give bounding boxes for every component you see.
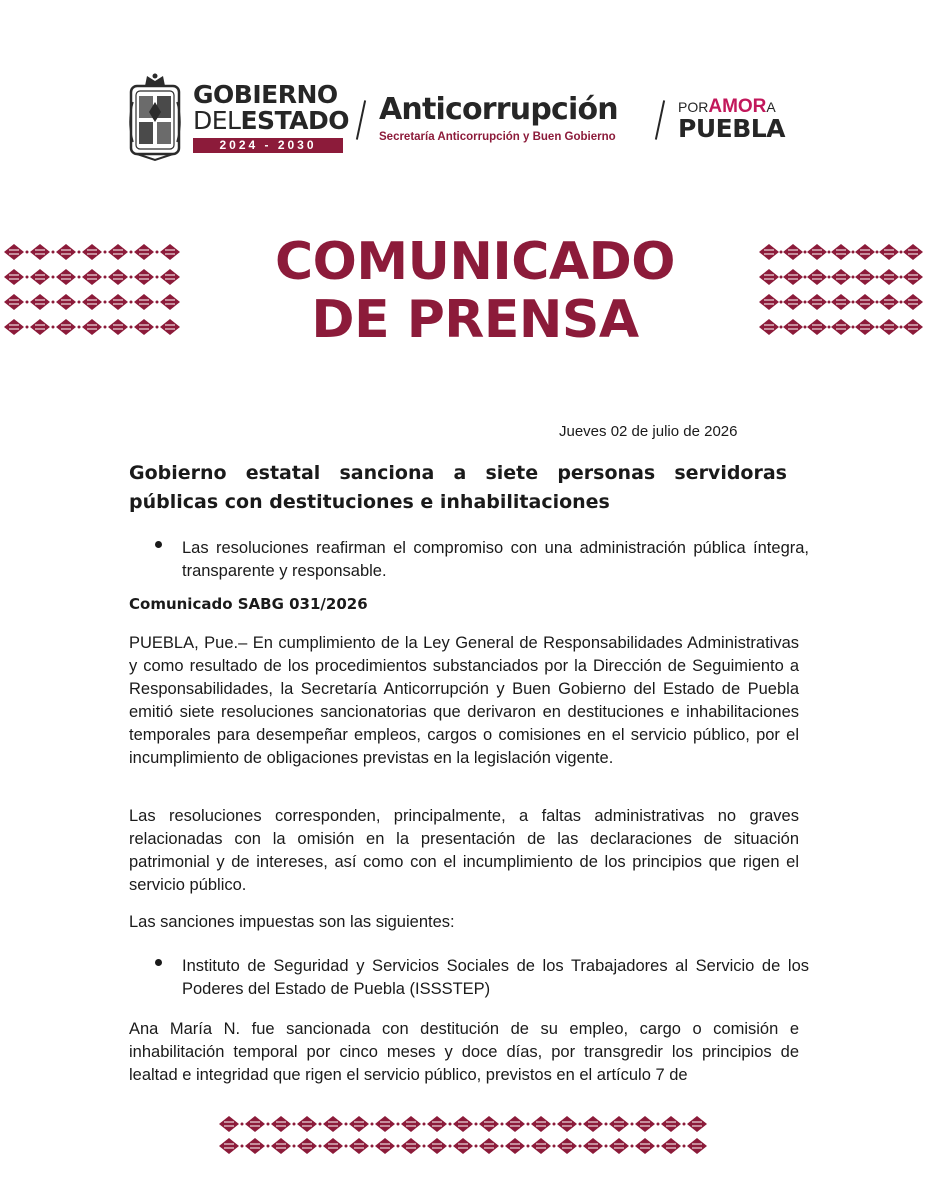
pattern-motif-icon [271,1116,291,1132]
pattern-dot-icon [876,301,879,304]
pattern-dot-icon [631,1123,634,1126]
pattern-motif-icon [783,244,803,260]
amor-logo-por: POR [678,99,709,115]
pattern-motif-icon [82,244,102,260]
pattern-motif-icon [759,319,779,335]
logo-divider [356,100,366,140]
pattern-dot-icon [828,251,831,254]
pattern-motif-icon [82,294,102,310]
gobierno-logo-line1: GOBIERNO [193,80,338,109]
decorative-pattern-bottom [216,1112,716,1158]
institution-bullet [129,955,809,1001]
amor-logo-amor: AMOR [708,96,767,117]
pattern-motif-icon [30,319,50,335]
pattern-dot-icon [804,326,807,329]
paragraph-2: Las resoluciones corresponden, principalmente, a faltas administrativas no graves relacionadas con la omisión en la presentación de las declaraciones de situación patrimonial y de intereses, así como con el incumplimiento de los principios que rigen el servicio público. [129,807,799,894]
gobierno-logo-line2 [193,106,350,135]
pattern-motif-icon [609,1138,629,1154]
pattern-dot-icon [26,276,29,279]
pattern-dot-icon [828,276,831,279]
pattern-dot-icon [579,1123,582,1126]
pattern-dot-icon [241,1145,244,1148]
pattern-motif-icon [687,1138,707,1154]
pattern-motif-icon [401,1138,421,1154]
pattern-motif-icon [108,294,128,310]
pattern-dot-icon [852,301,855,304]
pattern-motif-icon [56,319,76,335]
pattern-dot-icon [78,301,81,304]
pattern-motif-icon [557,1116,577,1132]
pattern-dot-icon [130,326,133,329]
pattern-motif-icon [531,1138,551,1154]
pattern-dot-icon [852,326,855,329]
pattern-motif-icon [219,1116,239,1132]
pattern-motif-icon [759,294,779,310]
pattern-motif-icon [903,319,923,335]
pattern-motif-icon [855,294,875,310]
pattern-dot-icon [423,1123,426,1126]
decorative-pattern-right [757,238,927,342]
pattern-motif-icon [479,1138,499,1154]
gobierno-logo-estado: ESTADO [240,106,350,135]
summary-bullet-text: Las resoluciones reafirman el compromiso con una administración pública íntegra, transparente y responsable. [182,539,809,580]
pattern-dot-icon [900,326,903,329]
pattern-motif-icon [453,1138,473,1154]
pattern-dot-icon [876,251,879,254]
por-amor-a-puebla-logo [678,98,808,142]
pattern-motif-icon [56,244,76,260]
pattern-motif-icon [531,1116,551,1132]
pattern-dot-icon [26,301,29,304]
pattern-dot-icon [104,251,107,254]
pattern-motif-icon [557,1138,577,1154]
pattern-dot-icon [52,251,55,254]
pattern-dot-icon [780,251,783,254]
pattern-dot-icon [804,276,807,279]
pattern-motif-icon [855,319,875,335]
summary-bullet [129,537,809,583]
pattern-motif-icon [82,269,102,285]
pattern-dot-icon [371,1123,374,1126]
pattern-dot-icon [293,1123,296,1126]
pattern-dot-icon [780,326,783,329]
pattern-dot-icon [345,1145,348,1148]
pattern-dot-icon [683,1145,686,1148]
pattern-motif-icon [297,1138,317,1154]
pattern-motif-icon [245,1138,265,1154]
pattern-motif-icon [30,269,50,285]
gobierno-logo-del: DEL [193,106,241,135]
pattern-dot-icon [683,1123,686,1126]
pattern-motif-icon [855,269,875,285]
pattern-dot-icon [475,1123,478,1126]
pattern-dot-icon [78,326,81,329]
amor-logo-a: A [766,99,776,115]
pattern-motif-icon [108,244,128,260]
comunicado-number: Comunicado SABG 031/2026 [129,595,368,613]
decorative-pattern-left [0,238,185,342]
pattern-motif-icon [323,1116,343,1132]
pattern-dot-icon [104,326,107,329]
pattern-dot-icon [104,276,107,279]
paragraph-3: Las sanciones impuestas son las siguientes: [129,913,455,931]
pattern-motif-icon [427,1138,447,1154]
pattern-motif-icon [271,1138,291,1154]
pattern-dot-icon [605,1145,608,1148]
pattern-motif-icon [134,269,154,285]
pattern-dot-icon [397,1123,400,1126]
banner-line2: DE PRENSA [311,290,639,350]
pattern-dot-icon [449,1123,452,1126]
pattern-dot-icon [52,326,55,329]
pattern-motif-icon [807,244,827,260]
pattern-dot-icon [852,251,855,254]
pattern-dot-icon [267,1123,270,1126]
pattern-dot-icon [828,326,831,329]
pattern-motif-icon [505,1138,525,1154]
pattern-motif-icon [349,1116,369,1132]
pattern-dot-icon [423,1145,426,1148]
pattern-motif-icon [160,269,180,285]
pattern-motif-icon [160,294,180,310]
pattern-motif-icon [245,1116,265,1132]
pattern-motif-icon [375,1116,395,1132]
pattern-dot-icon [852,276,855,279]
pattern-dot-icon [605,1123,608,1126]
pattern-dot-icon [26,326,29,329]
pattern-motif-icon [583,1138,603,1154]
pattern-motif-icon [349,1138,369,1154]
pattern-dot-icon [267,1145,270,1148]
pattern-dot-icon [631,1145,634,1148]
pattern-dot-icon [900,251,903,254]
pattern-dot-icon [579,1145,582,1148]
pattern-motif-icon [879,269,899,285]
pattern-motif-icon [375,1138,395,1154]
release-date: Jueves 02 de julio de 2026 [559,423,738,440]
pattern-dot-icon [553,1145,556,1148]
pattern-dot-icon [241,1123,244,1126]
pattern-motif-icon [635,1116,655,1132]
pattern-dot-icon [900,301,903,304]
pattern-dot-icon [104,301,107,304]
pattern-dot-icon [156,301,159,304]
bullet-dot-icon [155,959,162,966]
pattern-dot-icon [130,251,133,254]
pattern-motif-icon [783,294,803,310]
pattern-motif-icon [479,1116,499,1132]
pattern-dot-icon [293,1145,296,1148]
anticorrupcion-logo-title: Anticorrupción [379,92,618,127]
pattern-motif-icon [583,1116,603,1132]
pattern-dot-icon [319,1145,322,1148]
anticorrupcion-logo [379,93,649,145]
pattern-motif-icon [903,244,923,260]
pattern-motif-icon [831,319,851,335]
pattern-dot-icon [78,276,81,279]
pattern-motif-icon [783,319,803,335]
pattern-dot-icon [527,1123,530,1126]
pattern-dot-icon [804,301,807,304]
pattern-motif-icon [831,244,851,260]
pattern-dot-icon [449,1145,452,1148]
pattern-motif-icon [323,1138,343,1154]
pattern-motif-icon [855,244,875,260]
pattern-motif-icon [30,294,50,310]
pattern-dot-icon [900,276,903,279]
pattern-dot-icon [130,276,133,279]
pattern-motif-icon [4,294,24,310]
institution-bullet-text: Instituto de Seguridad y Servicios Sociales de los Trabajadores al Servicio de los Poderes del Estado de Puebla (ISSSTEP) [182,957,809,998]
press-release-banner [200,233,750,349]
bullet-dot-icon [155,541,162,548]
pattern-motif-icon [427,1116,447,1132]
pattern-dot-icon [501,1145,504,1148]
pattern-dot-icon [52,276,55,279]
pattern-dot-icon [26,251,29,254]
pattern-motif-icon [30,244,50,260]
pattern-dot-icon [828,301,831,304]
paragraph-1: PUEBLA, Pue.– En cumplimiento de la Ley General de Responsabilidades Administrativas y como resultado de los procedimientos substanciados por la Dirección de Seguimiento a Responsabilidades, la Secretaría Anticorrupción y Buen Gobierno del Estado de Puebla emitió siete resoluciones sancionatorias que derivaron en destituciones e inhabilitaciones temporales para desempeñar empleos, cargos o comisiones en el servicio público, por el incumplimiento de obligaciones previstas en la legislación vigente. [129,634,799,767]
pattern-dot-icon [527,1145,530,1148]
pattern-motif-icon [661,1116,681,1132]
pattern-dot-icon [371,1145,374,1148]
pattern-motif-icon [879,294,899,310]
pattern-motif-icon [82,319,102,335]
pattern-motif-icon [807,319,827,335]
page-header [0,60,927,170]
pattern-motif-icon [134,294,154,310]
pattern-motif-icon [903,269,923,285]
state-coat-of-arms-icon [127,72,183,162]
pattern-motif-icon [56,294,76,310]
pattern-dot-icon [475,1145,478,1148]
pattern-motif-icon [219,1138,239,1154]
pattern-motif-icon [134,244,154,260]
pattern-motif-icon [903,294,923,310]
pattern-dot-icon [501,1123,504,1126]
pattern-motif-icon [807,269,827,285]
pattern-dot-icon [156,326,159,329]
banner-line1: COMUNICADO [275,232,675,292]
pattern-motif-icon [453,1116,473,1132]
pattern-motif-icon [807,294,827,310]
pattern-dot-icon [156,276,159,279]
pattern-motif-icon [160,319,180,335]
pattern-motif-icon [831,294,851,310]
amor-logo-puebla: PUEBLA [678,114,786,143]
pattern-dot-icon [553,1123,556,1126]
pattern-motif-icon [609,1116,629,1132]
pattern-dot-icon [780,301,783,304]
pattern-dot-icon [130,301,133,304]
pattern-dot-icon [397,1145,400,1148]
pattern-motif-icon [783,269,803,285]
pattern-motif-icon [56,269,76,285]
pattern-dot-icon [804,251,807,254]
pattern-motif-icon [759,244,779,260]
pattern-motif-icon [297,1116,317,1132]
pattern-motif-icon [831,269,851,285]
pattern-motif-icon [160,244,180,260]
pattern-dot-icon [156,251,159,254]
pattern-dot-icon [78,251,81,254]
pattern-motif-icon [108,319,128,335]
pattern-motif-icon [108,269,128,285]
pattern-motif-icon [879,244,899,260]
pattern-motif-icon [879,319,899,335]
logo-divider [655,100,665,140]
pattern-dot-icon [52,301,55,304]
anticorrupcion-logo-subtitle: Secretaría Anticorrupción y Buen Gobierno [379,131,616,143]
pattern-dot-icon [780,276,783,279]
pattern-dot-icon [657,1145,660,1148]
pattern-dot-icon [345,1123,348,1126]
pattern-motif-icon [635,1138,655,1154]
pattern-motif-icon [505,1116,525,1132]
pattern-motif-icon [759,269,779,285]
paragraph-4: Ana María N. fue sancionada con destitución de su empleo, cargo o comisión e inhabilitación temporal por cinco meses y doce días, por transgredir los principios de lealtad e integridad que rigen el servicio público, previstos en el artículo 7 de [129,1020,799,1084]
pattern-dot-icon [876,326,879,329]
headline: Gobierno estatal sanciona a siete personas servidoras públicas con destituciones e inhabilitaciones [129,462,787,513]
pattern-motif-icon [661,1138,681,1154]
pattern-dot-icon [876,276,879,279]
gobierno-logo-years: 2024 - 2030 [193,138,343,153]
pattern-motif-icon [134,319,154,335]
pattern-motif-icon [4,244,24,260]
pattern-dot-icon [319,1123,322,1126]
pattern-motif-icon [687,1116,707,1132]
gobierno-del-estado-logo [193,80,350,153]
pattern-motif-icon [4,319,24,335]
pattern-motif-icon [4,269,24,285]
pattern-motif-icon [401,1116,421,1132]
pattern-dot-icon [657,1123,660,1126]
